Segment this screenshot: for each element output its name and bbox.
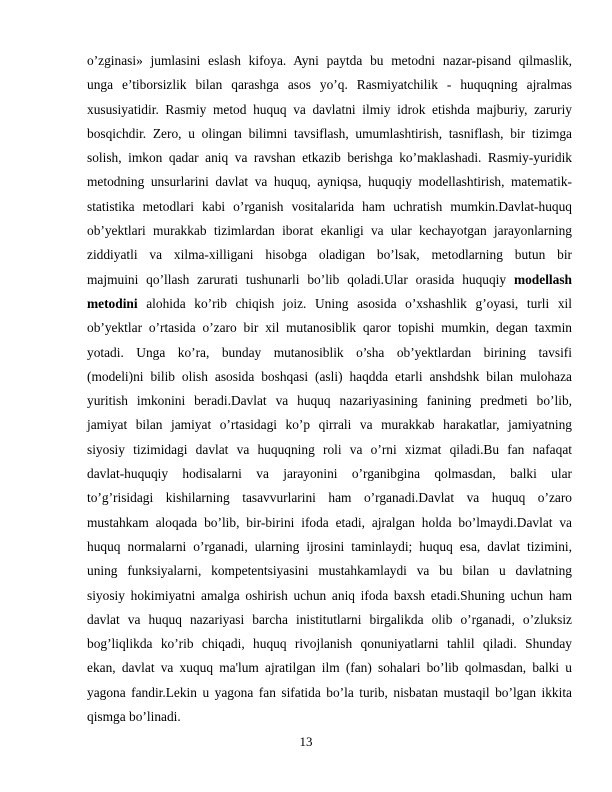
text-line: statistika metodlari kabi o’rganish vositalarida ham uchratish mumkin.Davlat-huquq <box>87 198 572 214</box>
text-line: o’zginasi» jumlasini eslash kifoya. Ayni paytda bu metodni nazar-pisand qilmaslik, <box>87 53 572 68</box>
text-line: ob’yektlar o’rtasida o’zaro bir xil mutanosiblik qaror topishi mumkin, degan taxmin <box>87 320 572 336</box>
text-line: yotadi. Unga ko’ra, bunday mutanosiblik o’sha ob’yektlardan birining tavsifi <box>87 344 572 360</box>
text-line: unga e’tiborsizlik bilan qarashga asos yo’q. Rasmiyatchilik - huquqning ajralmas <box>87 77 572 93</box>
text-line: uning funksiyalarni, kompetentsiyasini mustahkamlaydi va bu bilan u davlatning <box>87 563 572 579</box>
text-line: davlat-huquqiy hodisalarni va jarayonini o’rganibgina qolmasdan, balki ular <box>87 466 572 482</box>
bold-term: metodini <box>87 295 138 311</box>
text-line: ob’yektlari murakkab tizimlardan iborat ekanligi va ular kechayotgan jarayonlarning <box>87 223 572 239</box>
text-line: jamiyat bilan jamiyat o’rtasidagi ko’p qirrali va murakkab harakatlar, jamiyatning <box>87 417 572 433</box>
text-line: qismga bo’linadi. <box>87 709 181 725</box>
text-line <box>87 268 572 292</box>
text-line: bog’liqlikda ko’rib chiqadi, huquq rivojlanish qonuniyatlarni tahlil qiladi. Shunday <box>87 636 572 652</box>
text-line: yagona fandir.Lekin u yagona fan sifatida bo’la turib, nisbatan mustaqil bo’lgan ikkita <box>87 684 572 700</box>
text-line: metodning unsurlarini davlat va huquq, ayniqsa, huquqiy modellashtirish, matematik- <box>87 174 572 190</box>
text-line: yuritish imkonini beradi.Davlat va huquq nazariyasining fanining predmeti bo’lib, <box>87 393 572 409</box>
text-run: alohida ko’rib chiqish joiz. Uning asosida o’xshashlik g’oyasi, turli xil <box>137 295 572 311</box>
text-line: mustahkam aloqada bo’lib, bir-birini ifoda etadi, ajralgan holda bo’lmaydi.Davlat va <box>87 514 572 530</box>
text-line: ziddiyatli va xilma-xilligani hisobga oladigan bo’lsak, metodlarning butun bir <box>87 247 572 263</box>
text-line: ekan, davlat va xuquq ma'lum ajratilgan ilm (fan) sohalari bo’lib qolmasdan, balki u <box>87 660 572 676</box>
text-line: bosqichdir. Zero, u olingan bilimni tavsiflash, umumlashtirish, tasniflash, bir tizimga <box>87 125 572 141</box>
text-line: to’g’risidagi kishilarning tasavvurlarini ham o’rganadi.Davlat va huquq o’zaro <box>87 490 572 506</box>
text-line: solish, imkon qadar aniq va ravshan etkazib berishga ko’maklashadi. Rasmiy-yuridik <box>87 150 572 166</box>
document-body <box>87 49 572 729</box>
text-line: siyosiy tizimidagi davlat va huquqning roli va o’rni xizmat qiladi.Bu fan nafaqat <box>87 441 572 457</box>
text-line: xususiyatidir. Rasmiy metod huquq va davlatni ilmiy idrok etishda majburiy, zaruriy <box>87 101 572 117</box>
text-line: huquq normalarni o’rganadi, ularning ijrosini taminlaydi; huquq esa, davlat tizimini, <box>87 538 572 554</box>
text-line: siyosiy hokimiyatni amalga oshirish uchun aniq ifoda baxsh etadi.Shuning uchun ham <box>87 587 572 603</box>
text-line <box>87 292 572 316</box>
text-line: davlat va huquq nazariyasi barcha inistitutlarni birgalikda olib o’rganadi, o’zluksiz <box>87 611 572 627</box>
bold-term: modellash <box>513 271 572 287</box>
text-run: majmuini qo’llash zarurati tushunarli bo’lib qoladi.Ular orasida huquqiy <box>87 271 514 287</box>
text-line: (modeli)ni bilib olish asosida boshqasi (asli) haqdda etarli anshdshk bilan mulohaza <box>87 368 572 384</box>
page-number: 13 <box>299 734 313 749</box>
